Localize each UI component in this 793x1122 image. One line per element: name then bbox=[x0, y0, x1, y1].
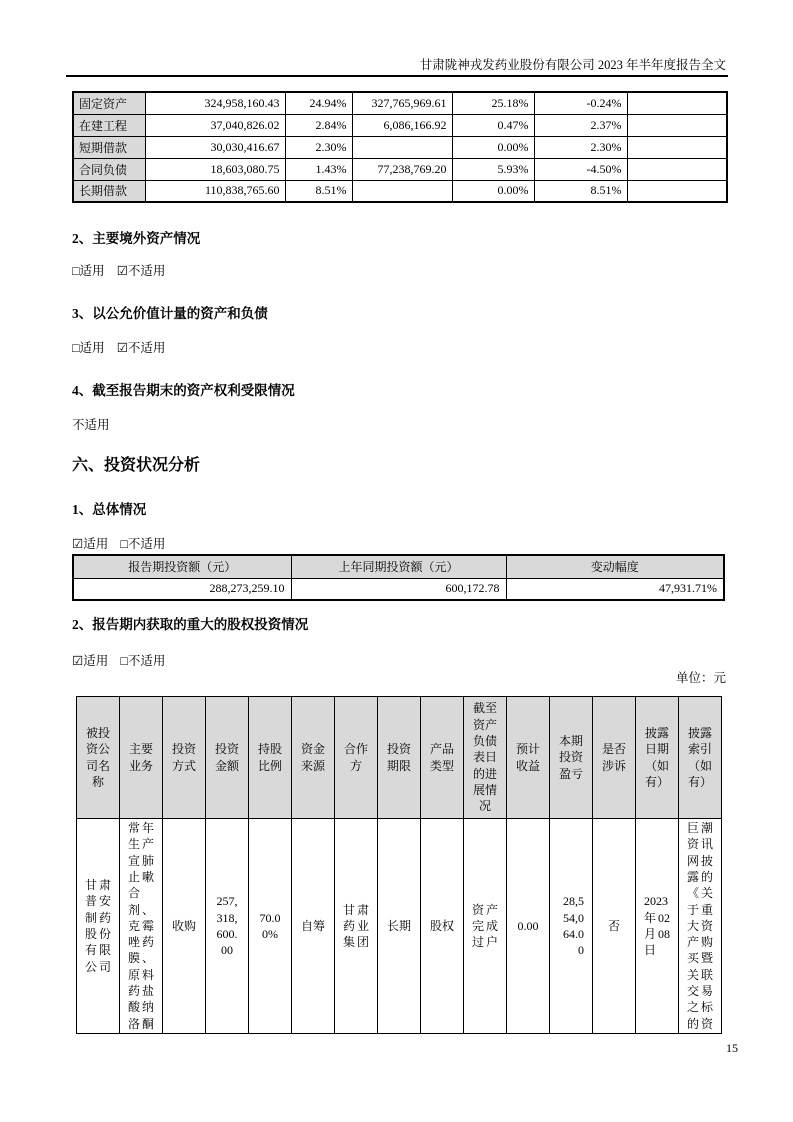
header-investment-term: 投资期限 bbox=[378, 697, 421, 819]
section-heading-restricted-rights: 4、截至报告期末的资产权利受限情况 bbox=[72, 383, 295, 398]
header-investment-amount: 投资金额 bbox=[206, 697, 249, 819]
equity-table-data-row bbox=[77, 819, 722, 1034]
pct-prior-cell: 0.00% bbox=[452, 136, 534, 158]
amount-prior-cell bbox=[352, 180, 452, 202]
header-funding-source: 资金来源 bbox=[292, 697, 335, 819]
note-cell bbox=[627, 136, 727, 158]
header-partner: 合作方 bbox=[335, 697, 378, 819]
table-header-row bbox=[73, 555, 724, 578]
asset-name-cell: 固定资产 bbox=[73, 92, 145, 114]
header-prior-investment: 上年同期投资额（元） bbox=[291, 555, 506, 578]
asset-row bbox=[73, 114, 727, 136]
applicability-line bbox=[72, 534, 726, 552]
page-header-title: 甘肃陇神戎发药业股份有限公司 2023 年半年度报告全文 bbox=[419, 58, 726, 72]
amount-current-cell: 37,040,826.02 bbox=[145, 114, 285, 136]
header-progress-status: 截至资产负债表日的进展情况 bbox=[464, 697, 507, 819]
applicability-line bbox=[72, 261, 726, 279]
investment-method-cell: 收购 bbox=[163, 819, 206, 1034]
pct-prior-cell: 0.00% bbox=[452, 180, 534, 202]
asset-name-cell: 在建工程 bbox=[73, 114, 145, 136]
pct-current-cell: 24.94% bbox=[285, 92, 352, 114]
asset-name-cell: 合同负债 bbox=[73, 158, 145, 180]
current-profit-loss-cell: 28,554,064.00 bbox=[550, 819, 593, 1034]
amount-prior-cell: 6,086,166.92 bbox=[352, 114, 452, 136]
equity-table-header-row bbox=[77, 697, 722, 819]
current-investment-value: 288,273,259.10 bbox=[73, 578, 291, 600]
partner-cell: 甘肃药业集团 bbox=[335, 819, 378, 1034]
checkbox-applicable: ☑适用 bbox=[72, 537, 109, 551]
prior-investment-value: 600,172.78 bbox=[291, 578, 506, 600]
section-heading-overall-situation: 1、总体情况 bbox=[72, 502, 147, 517]
asset-row bbox=[73, 180, 727, 202]
table-value-row bbox=[73, 578, 724, 600]
asset-row bbox=[73, 136, 727, 158]
page-header bbox=[72, 55, 726, 73]
header-current-investment: 报告期投资额（元） bbox=[73, 555, 291, 578]
note-cell bbox=[627, 92, 727, 114]
checkbox-not-applicable: ☑不适用 bbox=[116, 341, 166, 355]
header-investee-name: 被投资公司名称 bbox=[77, 697, 120, 819]
investee-name-cell: 甘肃普安制药股份有限公司 bbox=[77, 819, 120, 1034]
pct-change-cell: -4.50% bbox=[534, 158, 627, 180]
asset-name-cell: 短期借款 bbox=[73, 136, 145, 158]
investment-term-cell: 长期 bbox=[378, 819, 421, 1034]
note-cell bbox=[627, 180, 727, 202]
checkbox-not-applicable: □不适用 bbox=[120, 537, 166, 551]
header-disclosure-index: 披露索引（如有） bbox=[679, 697, 722, 819]
checkbox-applicable: ☑适用 bbox=[72, 654, 109, 668]
header-change: 变动幅度 bbox=[506, 555, 724, 578]
header-litigation: 是否涉诉 bbox=[593, 697, 636, 819]
chapter-heading-investment-analysis: 六、投资状况分析 bbox=[72, 457, 201, 474]
page-number: 15 bbox=[726, 1041, 738, 1055]
funding-source-cell: 自筹 bbox=[292, 819, 335, 1034]
checkbox-not-applicable: ☑不适用 bbox=[116, 264, 166, 278]
header-main-business: 主要业务 bbox=[120, 697, 163, 819]
progress-status-cell: 资产完成过户 bbox=[464, 819, 507, 1034]
header-investment-method: 投资方式 bbox=[163, 697, 206, 819]
asset-row bbox=[73, 92, 727, 114]
header-expected-return: 预计收益 bbox=[507, 697, 550, 819]
overall-investment-table bbox=[72, 554, 725, 601]
pct-current-cell: 8.51% bbox=[285, 180, 352, 202]
pct-prior-cell: 5.93% bbox=[452, 158, 534, 180]
product-type-cell: 股权 bbox=[421, 819, 464, 1034]
pct-current-cell: 2.30% bbox=[285, 136, 352, 158]
note-cell bbox=[627, 158, 727, 180]
note-cell bbox=[627, 114, 727, 136]
section-heading-overseas-assets: 2、主要境外资产情况 bbox=[72, 231, 201, 246]
pct-change-cell: 2.37% bbox=[534, 114, 627, 136]
header-current-profit-loss: 本期投资盈亏 bbox=[550, 697, 593, 819]
disclosure-date-cell: 2023年02月08日 bbox=[636, 819, 679, 1034]
amount-prior-cell: 77,238,769.20 bbox=[352, 158, 452, 180]
checkbox-not-applicable: □不适用 bbox=[120, 654, 166, 668]
amount-current-cell: 324,958,160.43 bbox=[145, 92, 285, 114]
main-business-cell: 常年生产宣肺止嗽合剂、克霉唑药膜、原料药盐酸纳洛酮 bbox=[120, 819, 163, 1034]
disclosure-index-cell: 巨潮资讯网披露的《关于重大资产购买暨关联交易之标的资 bbox=[679, 819, 722, 1034]
checkbox-applicable: □适用 bbox=[72, 341, 105, 355]
asset-row bbox=[73, 158, 727, 180]
not-applicable-text: 不适用 bbox=[72, 418, 110, 432]
pct-change-cell: -0.24% bbox=[534, 92, 627, 114]
amount-current-cell: 18,603,080.75 bbox=[145, 158, 285, 180]
pct-current-cell: 2.84% bbox=[285, 114, 352, 136]
litigation-cell: 否 bbox=[593, 819, 636, 1034]
header-rule bbox=[66, 75, 728, 77]
investment-amount-cell: 257,318,600.00 bbox=[206, 819, 249, 1034]
unit-note: 单位：元 bbox=[675, 671, 726, 685]
asset-name-cell: 长期借款 bbox=[73, 180, 145, 202]
change-value: 47,931.71% bbox=[506, 578, 724, 600]
expected-return-cell: 0.00 bbox=[507, 819, 550, 1034]
applicability-line bbox=[72, 651, 726, 669]
header-product-type: 产品类型 bbox=[421, 697, 464, 819]
shareholding-ratio-cell: 70.00% bbox=[249, 819, 292, 1034]
header-disclosure-date: 披露日期（如有） bbox=[636, 697, 679, 819]
asset-proportion-table bbox=[72, 91, 728, 203]
pct-current-cell: 1.43% bbox=[285, 158, 352, 180]
pct-change-cell: 2.30% bbox=[534, 136, 627, 158]
applicability-line bbox=[72, 338, 726, 356]
section-heading-fair-value: 3、以公允价值计量的资产和负债 bbox=[72, 306, 268, 321]
header-shareholding-ratio: 持股比例 bbox=[249, 697, 292, 819]
pct-change-cell: 8.51% bbox=[534, 180, 627, 202]
equity-investment-table bbox=[76, 696, 722, 1034]
amount-current-cell: 30,030,416.67 bbox=[145, 136, 285, 158]
amount-prior-cell: 327,765,969.61 bbox=[352, 92, 452, 114]
pct-prior-cell: 25.18% bbox=[452, 92, 534, 114]
pct-prior-cell: 0.47% bbox=[452, 114, 534, 136]
section-heading-major-equity-investment: 2、报告期内获取的重大的股权投资情况 bbox=[72, 617, 309, 632]
amount-prior-cell bbox=[352, 136, 452, 158]
amount-current-cell: 110,838,765.60 bbox=[145, 180, 285, 202]
checkbox-applicable: □适用 bbox=[72, 264, 105, 278]
